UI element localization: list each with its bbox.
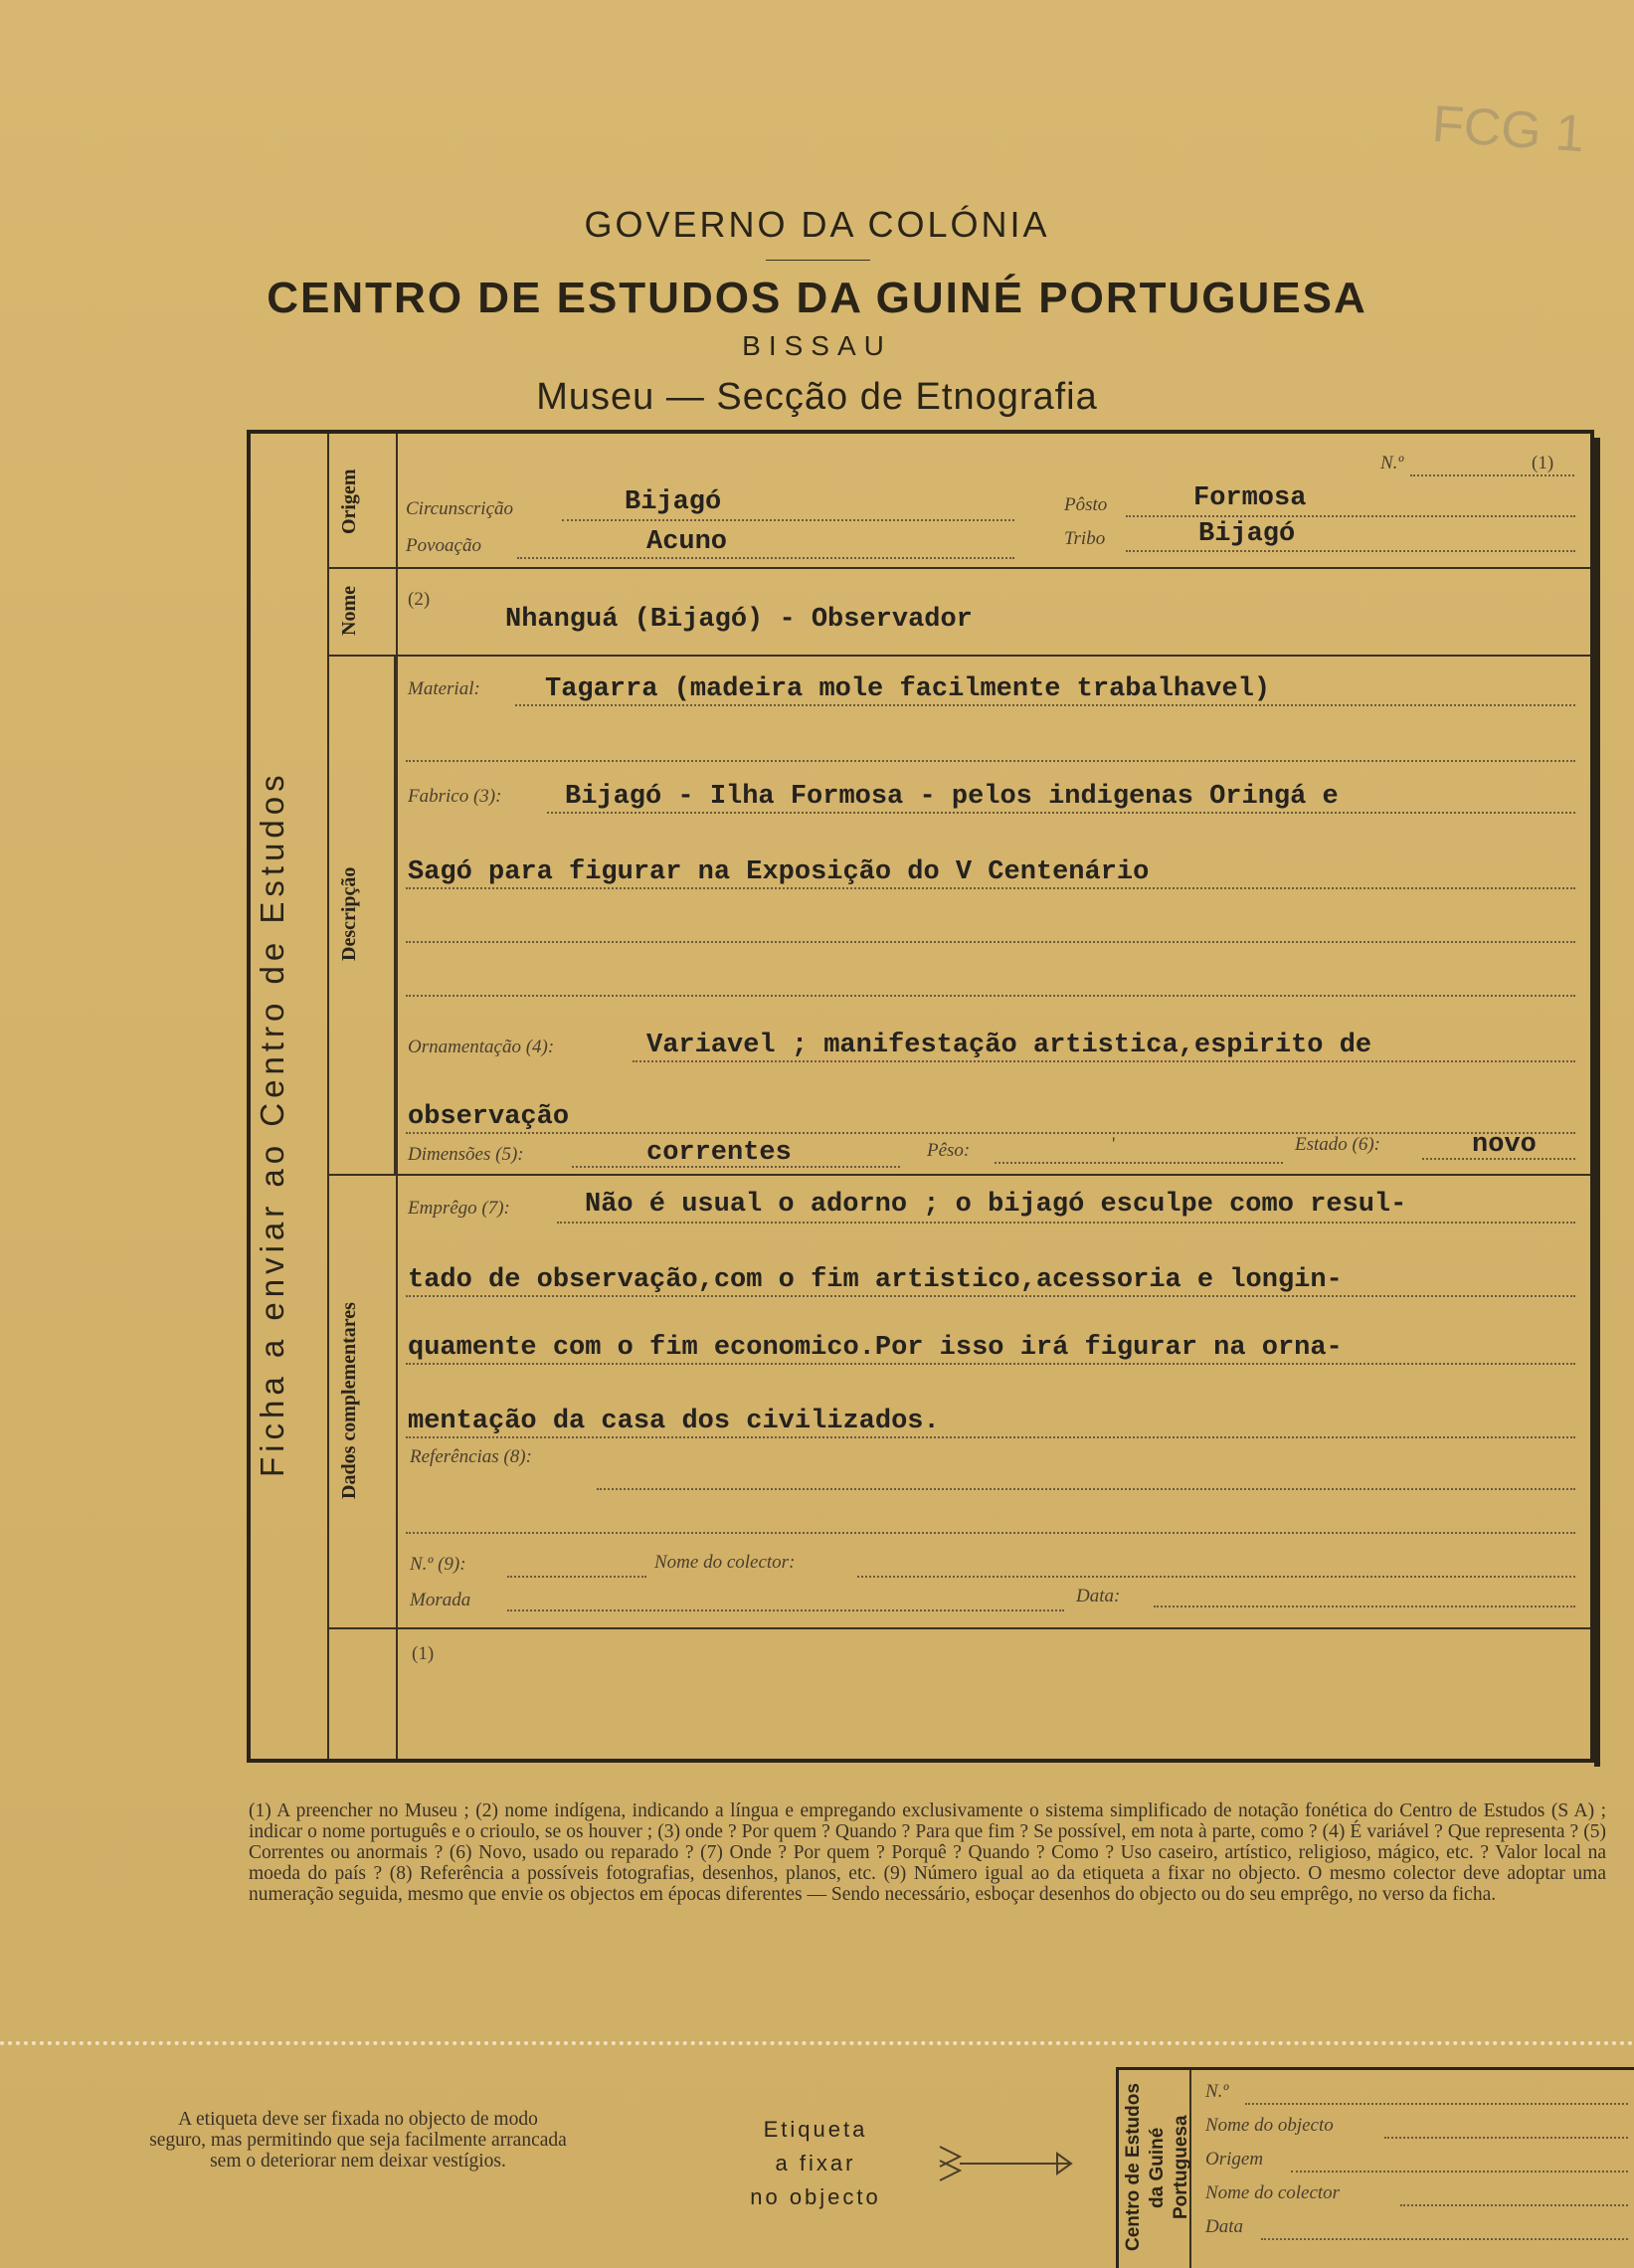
tag-field-numero-line	[1245, 2103, 1628, 2105]
arrow-icon	[930, 2139, 1079, 2188]
material-line-1	[515, 704, 1575, 706]
tag-field-colector: Nome do colector	[1205, 2182, 1341, 2203]
nome-section-label: Nome	[338, 586, 360, 636]
complementares-section-label: Dados complementares	[338, 1302, 360, 1499]
data-line	[1154, 1606, 1575, 1607]
emprego-line2: tado de observação,com o fim artistico,acessoria e longin-	[408, 1265, 1343, 1295]
colector-name-line	[857, 1576, 1575, 1578]
posto-line	[1126, 515, 1575, 517]
pencil-annotation: FCG 1	[1430, 94, 1586, 164]
estado-label: Estado (6):	[1295, 1134, 1381, 1155]
ornamentacao-label: Ornamentação (4):	[408, 1037, 555, 1057]
nome-note: (2)	[408, 589, 431, 610]
emprego-dotline-1	[557, 1222, 1575, 1224]
descricao-inner-divider	[394, 657, 396, 1174]
government-heading: GOVERNO DA COLÓNIA	[584, 204, 1050, 245]
emprego-line4: mentação da casa dos civilizados.	[408, 1407, 940, 1436]
referencias-label: Referências (8):	[410, 1446, 532, 1467]
dimensoes-value: correntes	[646, 1138, 792, 1168]
morada-line	[507, 1609, 1064, 1611]
section-label-divider	[396, 434, 398, 1759]
numero-line	[1410, 474, 1574, 476]
complementares-separator	[329, 1627, 1590, 1629]
descricao-section-label: Descripção	[338, 866, 360, 962]
material-label: Material:	[408, 678, 480, 699]
ornamentacao-line1: Variavel ; manifestação artistica,espirito de	[646, 1031, 1372, 1060]
tribo-label: Tribo	[1064, 528, 1106, 549]
posto-label: Pôsto	[1064, 494, 1108, 515]
tribo-line	[1126, 550, 1575, 552]
referencias-line-2	[406, 1532, 1575, 1534]
morada-label: Morada	[410, 1590, 471, 1610]
fabrico-line1: Bijagó - Ilha Formosa - pelos indigenas Oringá e	[565, 782, 1339, 812]
ornamentacao-line2: observação	[408, 1102, 570, 1132]
tag-field-numero: N.º	[1205, 2081, 1229, 2102]
institution-heading: CENTRO DE ESTUDOS DA GUINÉ PORTUGUESA	[267, 274, 1367, 322]
tag-field-data-line	[1261, 2238, 1628, 2240]
referencias-line-1	[597, 1488, 1575, 1490]
frame-shadow	[1594, 438, 1600, 1767]
emprego-dotline-4	[406, 1436, 1575, 1438]
emprego-dotline-2	[406, 1295, 1575, 1297]
estado-value: novo	[1472, 1130, 1537, 1160]
header-rule	[766, 260, 870, 261]
material-line-2	[406, 760, 1575, 762]
tag-title-line2: a fixar	[775, 2151, 856, 2175]
tribo-value: Bijagó	[1198, 519, 1296, 549]
tag-label-side	[1122, 2073, 1191, 2262]
descricao-separator	[329, 1174, 1590, 1176]
tag-field-objecto: Nome do objecto	[1205, 2115, 1334, 2136]
peso-label: Pêso:	[927, 1140, 971, 1161]
colector-name-label: Nome do colector:	[654, 1552, 796, 1573]
tag-field-colector-line	[1400, 2204, 1628, 2206]
bottom-box-note: (1)	[412, 1643, 435, 1664]
posto-value: Formosa	[1193, 483, 1307, 513]
numero-label: N.º	[1380, 453, 1404, 473]
emprego-dotline-3	[406, 1363, 1575, 1365]
colector-numero-line	[507, 1576, 646, 1578]
nome-value: Nhanguá (Bijagó) - Observador	[505, 605, 973, 635]
footnotes: (1) A preencher no Museu ; (2) nome indígena, indicando a língua e empregando exclusivamente o sistema simplificado de notação fonética do Centro de Estudos (S A) ; indicar o nome português e o crioulo, se os houver ; (3) onde ? Por quem ? Quando ? Para que fim ? Se possível, em nota à parte, como ? (4) É variável ? Que representa ? (5) Correntes ou anormais ? (6) Novo, usado ou reparado ? (7) Onde ? Por quem ? Porquê ? Quando ? Como ? Uso caseiro, artístico, religioso, mágico, etc. ? Valor local na moeda do país ? (8) Referência a possíveis fotografias, desenhos, planos, etc. (9) Número igual ao da etiqueta a fixar no objecto. O mesmo colector deve adoptar uma numeração seguida, mesmo que envie os objectos em épocas diferentes — Sendo necessário, esboçar desenhos do objecto ou do seu emprêgo, no verso da ficha.	[249, 1800, 1606, 1905]
fabrico-dotline-1	[547, 812, 1575, 814]
perforation-line	[0, 2041, 1634, 2045]
circunscricao-line	[562, 519, 1014, 521]
origem-section-label: Origem	[338, 469, 360, 534]
povoacao-label: Povoação	[406, 535, 481, 556]
tag-label-side-line2: da Guiné Portuguesa	[1147, 2115, 1191, 2220]
tag-field-data: Data	[1205, 2216, 1243, 2237]
fabrico-label: Fabrico (3):	[408, 786, 502, 807]
tag-field-origem: Origem	[1205, 2149, 1264, 2170]
dimensoes-label: Dimensões (5):	[408, 1144, 524, 1165]
tag-title-line3: no objecto	[750, 2184, 881, 2209]
tag-instructions: A etiqueta deve ser fixada no objecto de modo seguro, mas permitindo que seja facilmente arrancada sem o deteriorar nem deixar vestígios.	[149, 2109, 567, 2172]
tag-label-side-line1: Centro de Estudos	[1123, 2083, 1144, 2252]
fabrico-dotline-2	[406, 887, 1575, 889]
section-heading: Museu — Secção de Etnografia	[536, 376, 1098, 418]
peso-value: '	[1112, 1134, 1116, 1155]
city-heading: BISSAU	[742, 330, 892, 361]
origem-separator	[329, 567, 1590, 569]
ornamentacao-dotline-2	[406, 1132, 1575, 1134]
povoacao-value: Acuno	[646, 527, 728, 557]
tag-field-objecto-line	[1384, 2137, 1628, 2139]
fabrico-line2: Sagó para figurar na Exposição do V Centenário	[408, 857, 1150, 887]
send-notice: Ficha a enviar ao Centro de Estudos	[254, 770, 290, 1478]
circunscricao-label: Circunscrição	[406, 498, 514, 519]
emprego-label: Emprêgo (7):	[408, 1198, 510, 1219]
colector-numero-label: N.º (9):	[410, 1554, 466, 1575]
tag-title-line1: Etiqueta	[763, 2117, 868, 2142]
emprego-line3: quamente com o fim economico.Por isso irá figurar na orna-	[408, 1333, 1343, 1363]
tag-field-origem-line	[1291, 2171, 1628, 2173]
ornamentacao-dotline-1	[633, 1060, 1575, 1062]
peso-line	[995, 1162, 1283, 1164]
nome-separator	[329, 655, 1590, 657]
data-label: Data:	[1076, 1586, 1121, 1606]
circunscricao-value: Bijagó	[625, 487, 722, 517]
fabrico-dotline-3	[406, 941, 1575, 943]
material-value: Tagarra (madeira mole facilmente trabalhavel)	[545, 674, 1271, 704]
povoacao-line	[517, 557, 1014, 559]
sidebar-divider	[327, 434, 329, 1759]
emprego-line1: Não é usual o adorno ; o bijagó esculpe como resul-	[585, 1190, 1407, 1220]
numero-note: (1)	[1532, 453, 1554, 473]
fabrico-dotline-4	[406, 995, 1575, 997]
